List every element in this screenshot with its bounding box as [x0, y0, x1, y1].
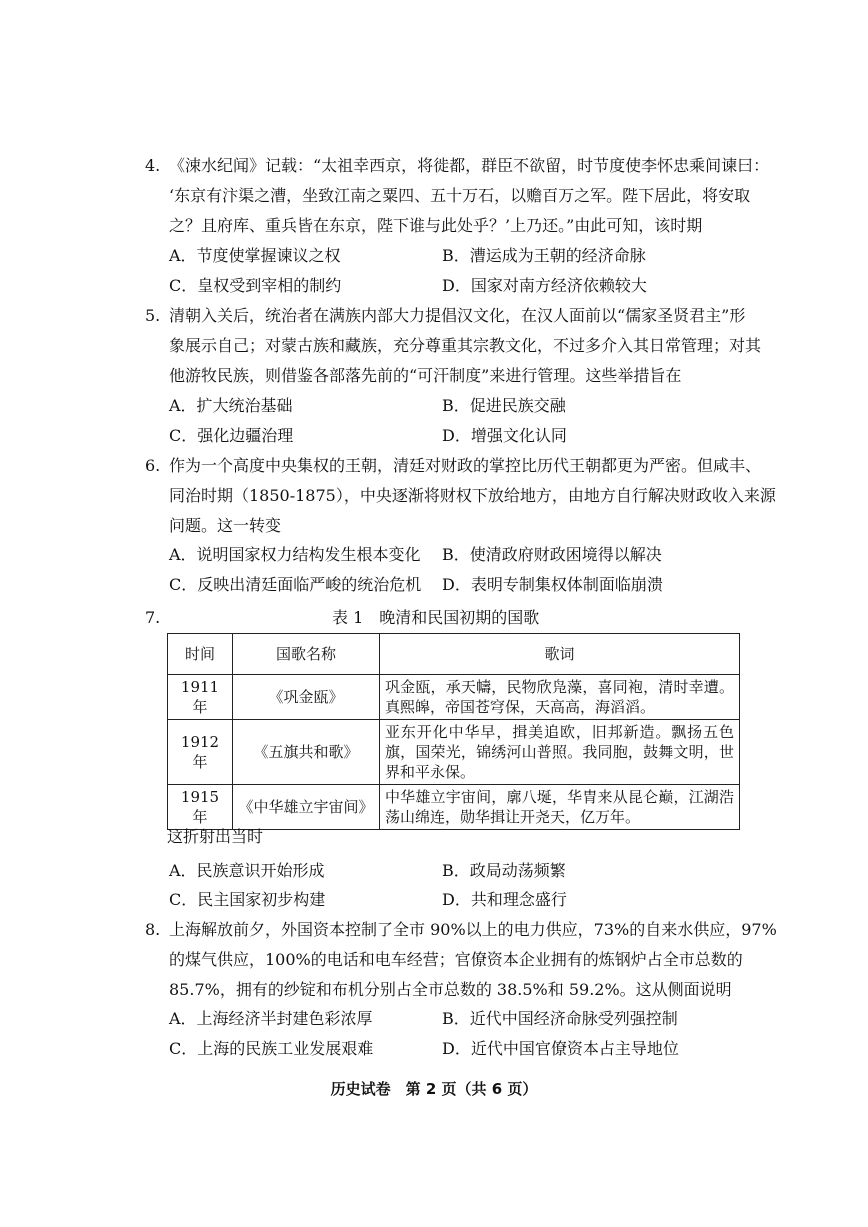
question-stem-line: 的煤气供应，100%的电话和电车经营；官僚资本企业拥有的炼钢炉占全市总数的	[169, 950, 743, 969]
question-number: 5.	[145, 306, 161, 325]
table-caption: 表 1 晚清和民国初期的国歌	[332, 608, 540, 627]
question-stem-line: 他游牧民族，则借鉴各部落先前的“可汗制度”来进行管理。这些举措旨在	[169, 366, 682, 385]
question-number: 8.	[145, 920, 161, 939]
question-stem-line: ‘东京有汴渠之漕，坐致江南之粟四、五十万石，以赡百万之军。陛下居此，将安取	[169, 186, 751, 205]
column-header-time: 时间	[168, 634, 233, 675]
table-header-row	[168, 634, 740, 675]
q5-option-b: B．促进民族交融	[442, 396, 566, 415]
q8-option-a: A．上海经济半封建色彩浓厚	[169, 1009, 373, 1028]
q7-option-c: C．民主国家初步构建	[169, 890, 326, 909]
cell-lyrics: 巩金瓯，承天幬，民物欣凫藻，喜同袍，清时幸遭。真熙皞，帝国苍穹保，天高高，海滔滔。	[380, 675, 740, 720]
q6-option-b: B．使清政府财政困境得以解决	[442, 545, 662, 564]
cell-time: 1911 年	[168, 675, 233, 720]
q4-option-c: C．皇权受到宰相的制约	[169, 276, 342, 295]
q8-option-c: C．上海的民族工业发展艰难	[169, 1039, 374, 1058]
cell-name: 《巩金瓯》	[233, 675, 380, 720]
cell-time: 1912 年	[168, 720, 233, 785]
question-stem-line: 85.7%，拥有的纱锭和布机分别占全市总数的 38.5%和 59.2%。这从侧面说明	[169, 980, 732, 999]
question-stem-line: 上海解放前夕，外国资本控制了全市 90%以上的电力供应，73%的自来水供应，97%	[169, 920, 777, 939]
table-row	[168, 675, 740, 720]
question-stem-line: 之？且府库、重兵皆在东京，陛下谁与此处乎？’上乃还。”由此可知，该时期	[169, 216, 703, 235]
question-number: 7.	[145, 608, 161, 627]
q5-option-c: C．强化边疆治理	[169, 426, 294, 445]
question-4	[145, 151, 770, 241]
q4-option-d: D．国家对南方经济依赖较大	[442, 276, 647, 295]
anthem-table	[167, 633, 740, 830]
q6-option-a: A．说明国家权力结构发生根本变化	[169, 545, 421, 564]
question-stem-line: 象展示自己；对蒙古族和藏族，充分尊重其宗教文化，不过多介入其日常管理；对其	[169, 336, 762, 355]
column-header-lyrics: 歌词	[380, 634, 740, 675]
q7-option-d: D．共和理念盛行	[442, 890, 567, 909]
cell-time: 1915 年	[168, 785, 233, 830]
question-7-prompt: 这折射出当时	[167, 827, 264, 846]
cell-lyrics: 中华雄立宇宙间，廓八埏，华胄来从昆仑巅，江湖浩荡山绵连，勋华揖让开尧天，亿万年。	[380, 785, 740, 830]
q6-option-c: C．反映出清廷面临严峻的统治危机	[169, 575, 422, 594]
table-row	[168, 720, 740, 785]
q7-option-a: A．民族意识开始形成	[169, 861, 325, 880]
q7-option-b: B．政局动荡频繁	[442, 861, 566, 880]
q4-option-a: A．节度使掌握谏议之权	[169, 246, 341, 265]
question-stem-line: 《涑水纪闻》记载：“太祖幸西京，将徙都，群臣不欲留，时节度使李怀忠乘间谏曰：	[169, 156, 770, 175]
column-header-name: 国歌名称	[233, 634, 380, 675]
q8-option-d: D．近代中国官僚资本占主导地位	[442, 1039, 679, 1058]
cell-name: 《五旗共和歌》	[233, 720, 380, 785]
page-footer: 历史试卷 第 2 页（共 6 页）	[330, 1080, 538, 1098]
q5-option-a: A．扩大统治基础	[169, 396, 293, 415]
question-7	[145, 603, 745, 633]
q6-option-d: D．表明专制集权体制面临崩溃	[442, 575, 663, 594]
cell-lyrics: 亚东开化中华早，揖美追欧，旧邦新造。飘扬五色旗，国荣光，锦绣河山普照。我同胞，鼓舞文明，世界和平永保。	[380, 720, 740, 785]
question-number: 4.	[145, 156, 161, 175]
question-8	[145, 915, 777, 1005]
q4-option-b: B．漕运成为王朝的经济命脉	[442, 246, 646, 265]
question-stem-line: 问题。这一转变	[169, 516, 282, 535]
question-number: 6.	[145, 456, 161, 475]
question-5	[145, 301, 762, 391]
question-stem-line: 作为一个高度中央集权的王朝，清廷对财政的掌控比历代王朝都更为严密。但咸丰、	[169, 456, 762, 475]
question-6	[145, 451, 776, 541]
q8-option-b: B．近代中国经济命脉受列强控制	[442, 1009, 678, 1028]
q5-option-d: D．增强文化认同	[442, 426, 567, 445]
question-stem-line: 清朝入关后，统治者在满族内部大力提倡汉文化，在汉人面前以“儒家圣贤君主”形	[169, 306, 746, 325]
question-stem-line: 同治时期（1850-1875），中央逐渐将财权下放给地方，由地方自行解决财政收入来源	[169, 486, 776, 505]
cell-name: 《中华雄立宇宙间》	[233, 785, 380, 830]
